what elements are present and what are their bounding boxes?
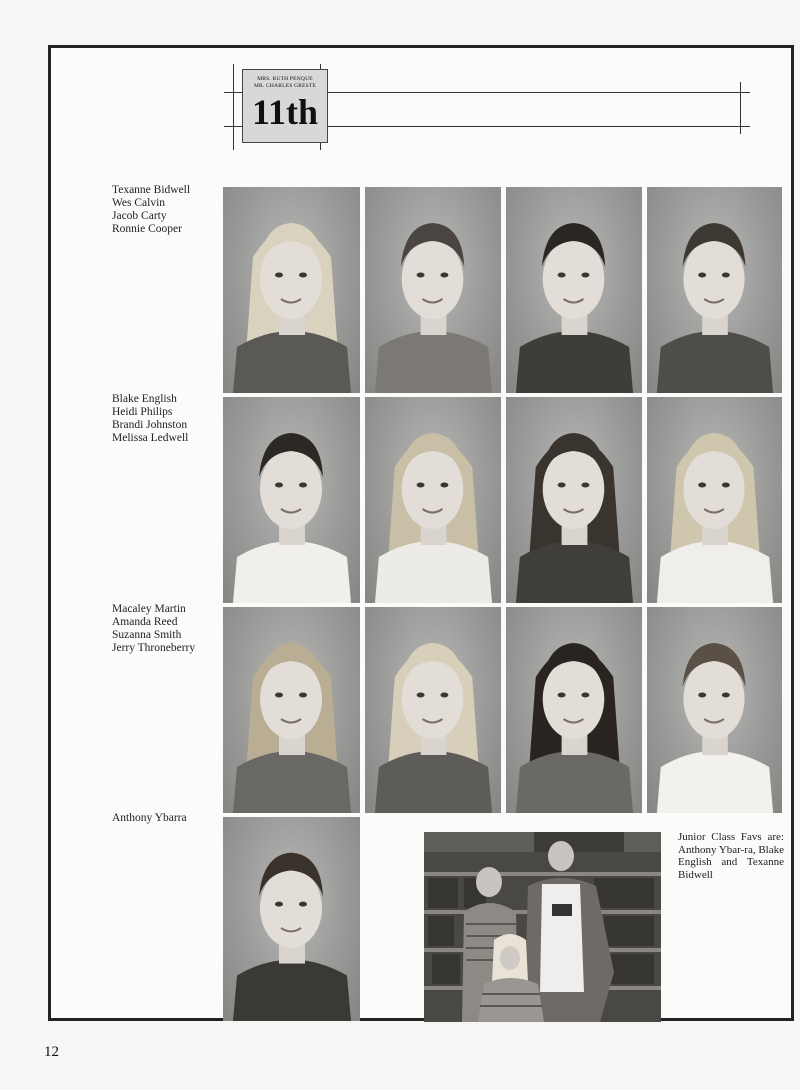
- student-name: Macaley Martin: [112, 603, 186, 615]
- student-portrait: [223, 397, 360, 603]
- name-list-row-1: [112, 184, 190, 236]
- photo-caption: Junior Class Favs are: Anthony Ybar-ra, Blake English and Texanne Bidwell: [678, 831, 784, 881]
- student-portrait: [506, 187, 642, 393]
- student-portrait: [223, 817, 360, 1021]
- student-portrait: [506, 607, 642, 813]
- student-name: Wes Calvin: [112, 197, 166, 209]
- student-portrait: [365, 607, 501, 813]
- student-portrait: [506, 397, 642, 603]
- student-portrait: [647, 187, 782, 393]
- advisor-name-1: MRS. RUTH PENQUE: [257, 76, 313, 82]
- student-name: Anthony Ybarra: [112, 812, 187, 824]
- student-name: Heidi Philips: [112, 406, 173, 418]
- grade-label-box: [242, 69, 328, 143]
- student-name: Suzanna Smith: [112, 629, 182, 641]
- student-portrait: [365, 397, 501, 603]
- student-name: Jerry Throneberry: [112, 642, 196, 654]
- student-name: Brandi Johnston: [112, 419, 188, 431]
- student-name: Jacob Carty: [112, 210, 167, 222]
- student-name: Ronnie Cooper: [112, 223, 182, 235]
- class-header: [0, 0, 800, 160]
- student-name: Blake English: [112, 393, 177, 405]
- student-name: Texanne Bidwell: [112, 184, 191, 196]
- name-list-row-2: [112, 393, 188, 445]
- candid-group-photo: [424, 832, 661, 1022]
- student-portrait: [223, 187, 360, 393]
- student-portrait: [365, 187, 501, 393]
- student-portrait: [647, 397, 782, 603]
- page-number: 12: [44, 1044, 59, 1060]
- grade-title: 11th: [251, 92, 319, 132]
- advisor-name-2: MR. CHARLES GRESTE: [253, 83, 317, 89]
- name-list-row-3: [112, 603, 195, 655]
- student-portrait: [647, 607, 782, 813]
- name-list-row-4: [112, 812, 187, 825]
- student-portrait: [223, 607, 360, 813]
- student-name: Amanda Reed: [112, 616, 178, 628]
- student-name: Melissa Ledwell: [112, 432, 189, 444]
